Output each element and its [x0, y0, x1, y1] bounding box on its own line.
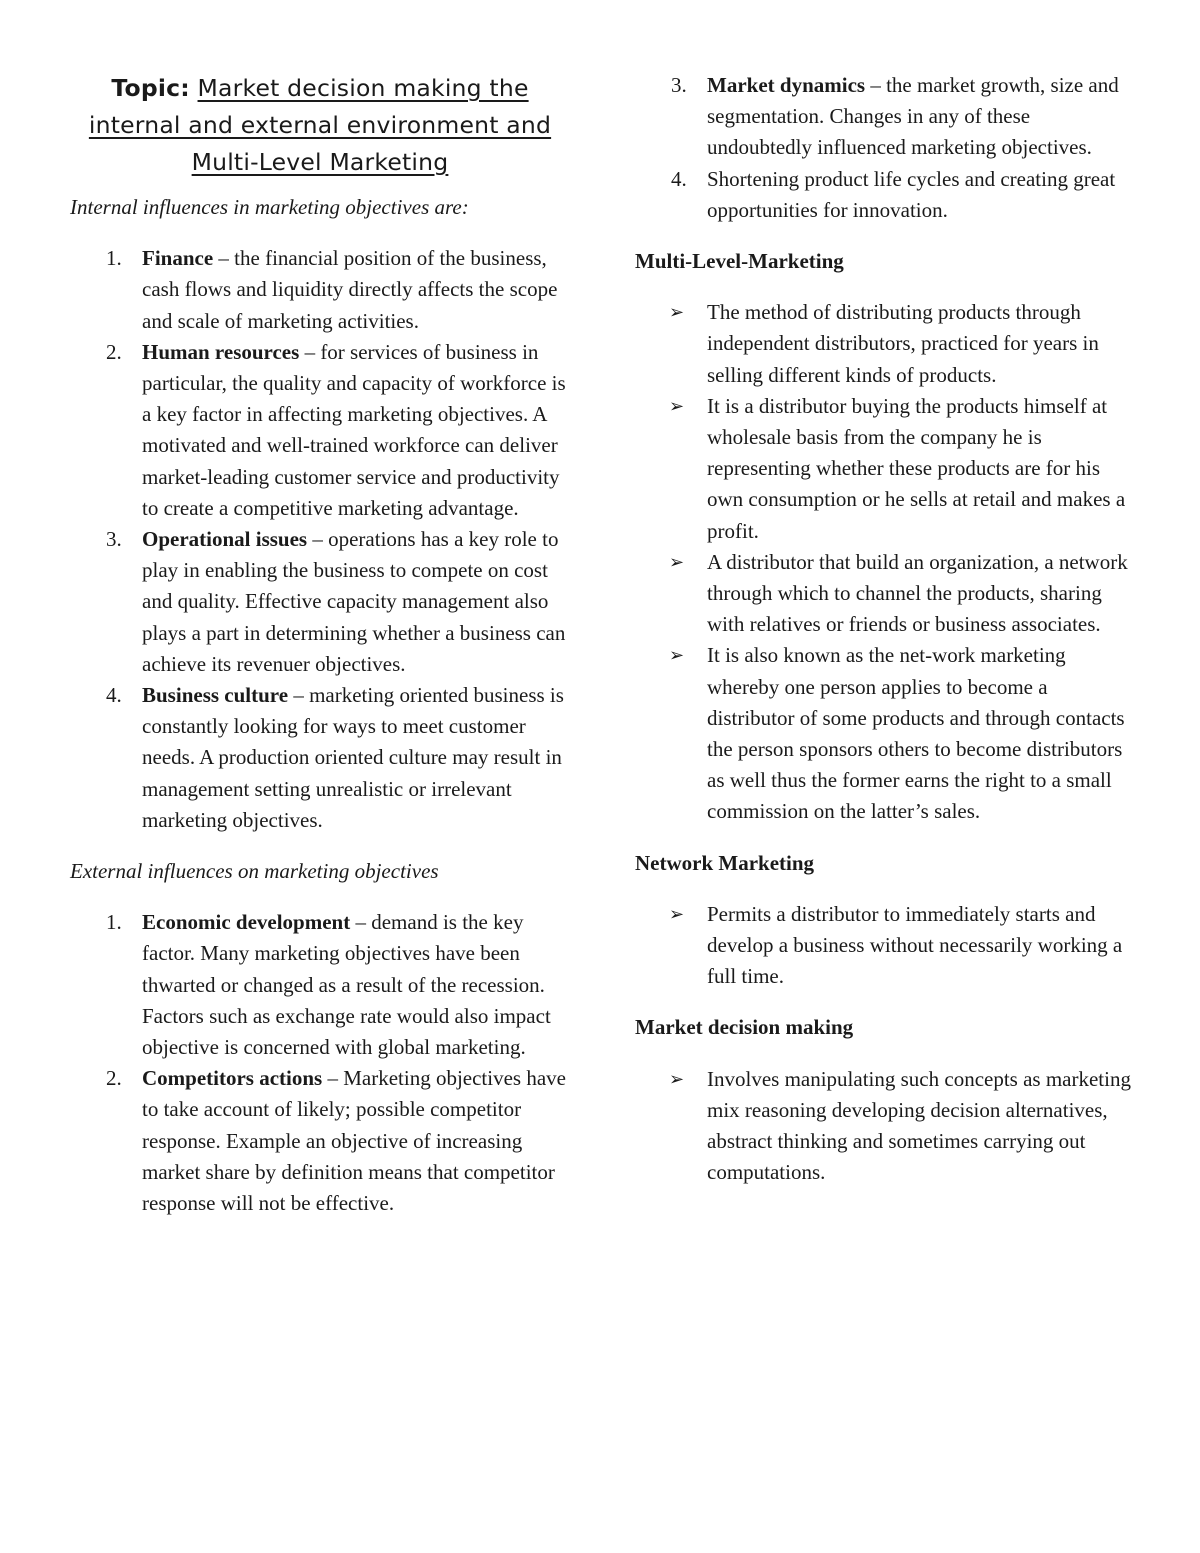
item-text: – Marketing objectives have to take account of likely; possible competitor response. Example an objective of increasing market share by definition means that competitor response will not be effective.: [142, 1066, 566, 1216]
arrow-bullet-icon: ➢: [669, 302, 685, 324]
item-number: 4.: [106, 683, 122, 708]
right-column: [635, 70, 1135, 1209]
item-number: 1.: [106, 910, 122, 935]
arrow-bullet-icon: ➢: [669, 551, 685, 573]
item-number: 2.: [106, 1066, 122, 1091]
item-text: – the financial position of the business, cash flows and liquidity directly affects the scope and scale of marketing activities.: [142, 246, 558, 333]
item-term: Finance: [142, 246, 214, 271]
title-topic: Market decision making the internal and external environment and Multi-Level Marketing: [88, 74, 552, 176]
page-title: [70, 70, 570, 181]
list-item: [635, 164, 1135, 226]
item-number: 3.: [671, 73, 687, 97]
internal-influences-list: [70, 243, 570, 836]
network-marketing-list: [635, 899, 1135, 993]
list-item: [70, 907, 570, 1063]
list-item: [635, 70, 1135, 164]
item-text: It is a distributor buying the products himself at wholesale basis from the company he is representing whether these products are for his own consumption or he sells at retail and makes a profit.: [707, 393, 1126, 543]
item-term: Market dynamics: [707, 73, 866, 97]
arrow-bullet-icon: ➢: [669, 395, 685, 417]
left-column: [70, 70, 570, 1219]
list-item: [635, 297, 1135, 391]
item-term: Human resources: [142, 339, 300, 364]
market-decision-list: [635, 1064, 1135, 1189]
title-label: Topic:: [111, 74, 190, 102]
item-term: Competitors actions: [142, 1066, 323, 1091]
external-influences-list-part-1: [70, 907, 570, 1219]
item-number: 3.: [106, 527, 122, 552]
item-number: 4.: [671, 166, 687, 191]
list-item: [635, 391, 1135, 547]
network-marketing-heading: Network Marketing: [635, 850, 815, 875]
item-number: 2.: [106, 339, 122, 364]
item-text: – operations has a key role to play in enabling the business to compete on cost and quality. Effective capacity management also plays a part in determining whether a business can achieve its revenuer objectives.: [142, 527, 566, 676]
external-influences-list-part-2: [635, 70, 1135, 226]
item-text: Shortening product life cycles and creating great opportunities for innovation.: [707, 166, 1116, 222]
mlm-list: [635, 297, 1135, 827]
mlm-heading: Multi-Level-Marketing: [635, 249, 844, 274]
list-item: [70, 680, 570, 836]
item-text: – marketing oriented business is constantly looking for ways to meet customer needs. A production oriented culture may result in management setting unrealistic or irrelevant marketing objectives.: [142, 683, 564, 832]
arrow-bullet-icon: ➢: [669, 1068, 685, 1090]
arrow-bullet-icon: ➢: [669, 903, 685, 925]
item-text: A distributor that build an organization, a network through which to channel the products, sharing with relatives or friends or business associates.: [707, 549, 1128, 637]
item-term: Operational issues: [142, 527, 308, 552]
item-text: – the market growth, size and segmentation. Changes in any of these undoubtedly influenced marketing objectives.: [707, 73, 1119, 160]
item-text: The method of distributing products through independent distributors, practiced for years in selling different kinds of products.: [707, 300, 1099, 387]
item-term: Business culture: [142, 683, 289, 708]
item-number: 1.: [106, 246, 122, 271]
item-text: Permits a distributor to immediately starts and develop a business without necessarily working a full time.: [707, 901, 1123, 989]
market-decision-heading: Market decision making: [635, 1015, 854, 1040]
list-item: [70, 1063, 570, 1219]
list-item: [635, 1064, 1135, 1189]
item-term: Economic development: [142, 910, 351, 935]
list-item: [70, 243, 570, 337]
internal-influences-heading: Internal influences in marketing objectives are:: [70, 195, 469, 219]
list-item: [635, 899, 1135, 993]
list-item: [635, 640, 1135, 827]
list-item: [635, 547, 1135, 641]
arrow-bullet-icon: ➢: [669, 645, 685, 667]
item-text: – for services of business in particular, the quality and capacity of workforce is a key factor in affecting marketing objectives. A motivated and well-trained workforce can deliver market-leading customer service and productivity to create a competitive marketing advantage.: [142, 339, 566, 520]
item-text: It is also known as the net-work marketing whereby one person applies to become a distributor of some products and through contacts the person sponsors others to become distributors as well thus the former earns the right to a small commission on the latter’s sales.: [707, 643, 1125, 824]
list-item: [70, 524, 570, 680]
list-item: [70, 337, 570, 524]
item-text: – demand is the key factor. Many marketing objectives have been thwarted or changed as a result of the recession. Factors such as exchange rate would also impact objective is concerned with global marketing.: [142, 910, 551, 1060]
external-influences-heading: External influences on marketing objectives: [70, 859, 439, 884]
item-text: Involves manipulating such concepts as marketing mix reasoning developing decision alternatives, abstract thinking and sometimes carrying out computations.: [707, 1066, 1131, 1185]
